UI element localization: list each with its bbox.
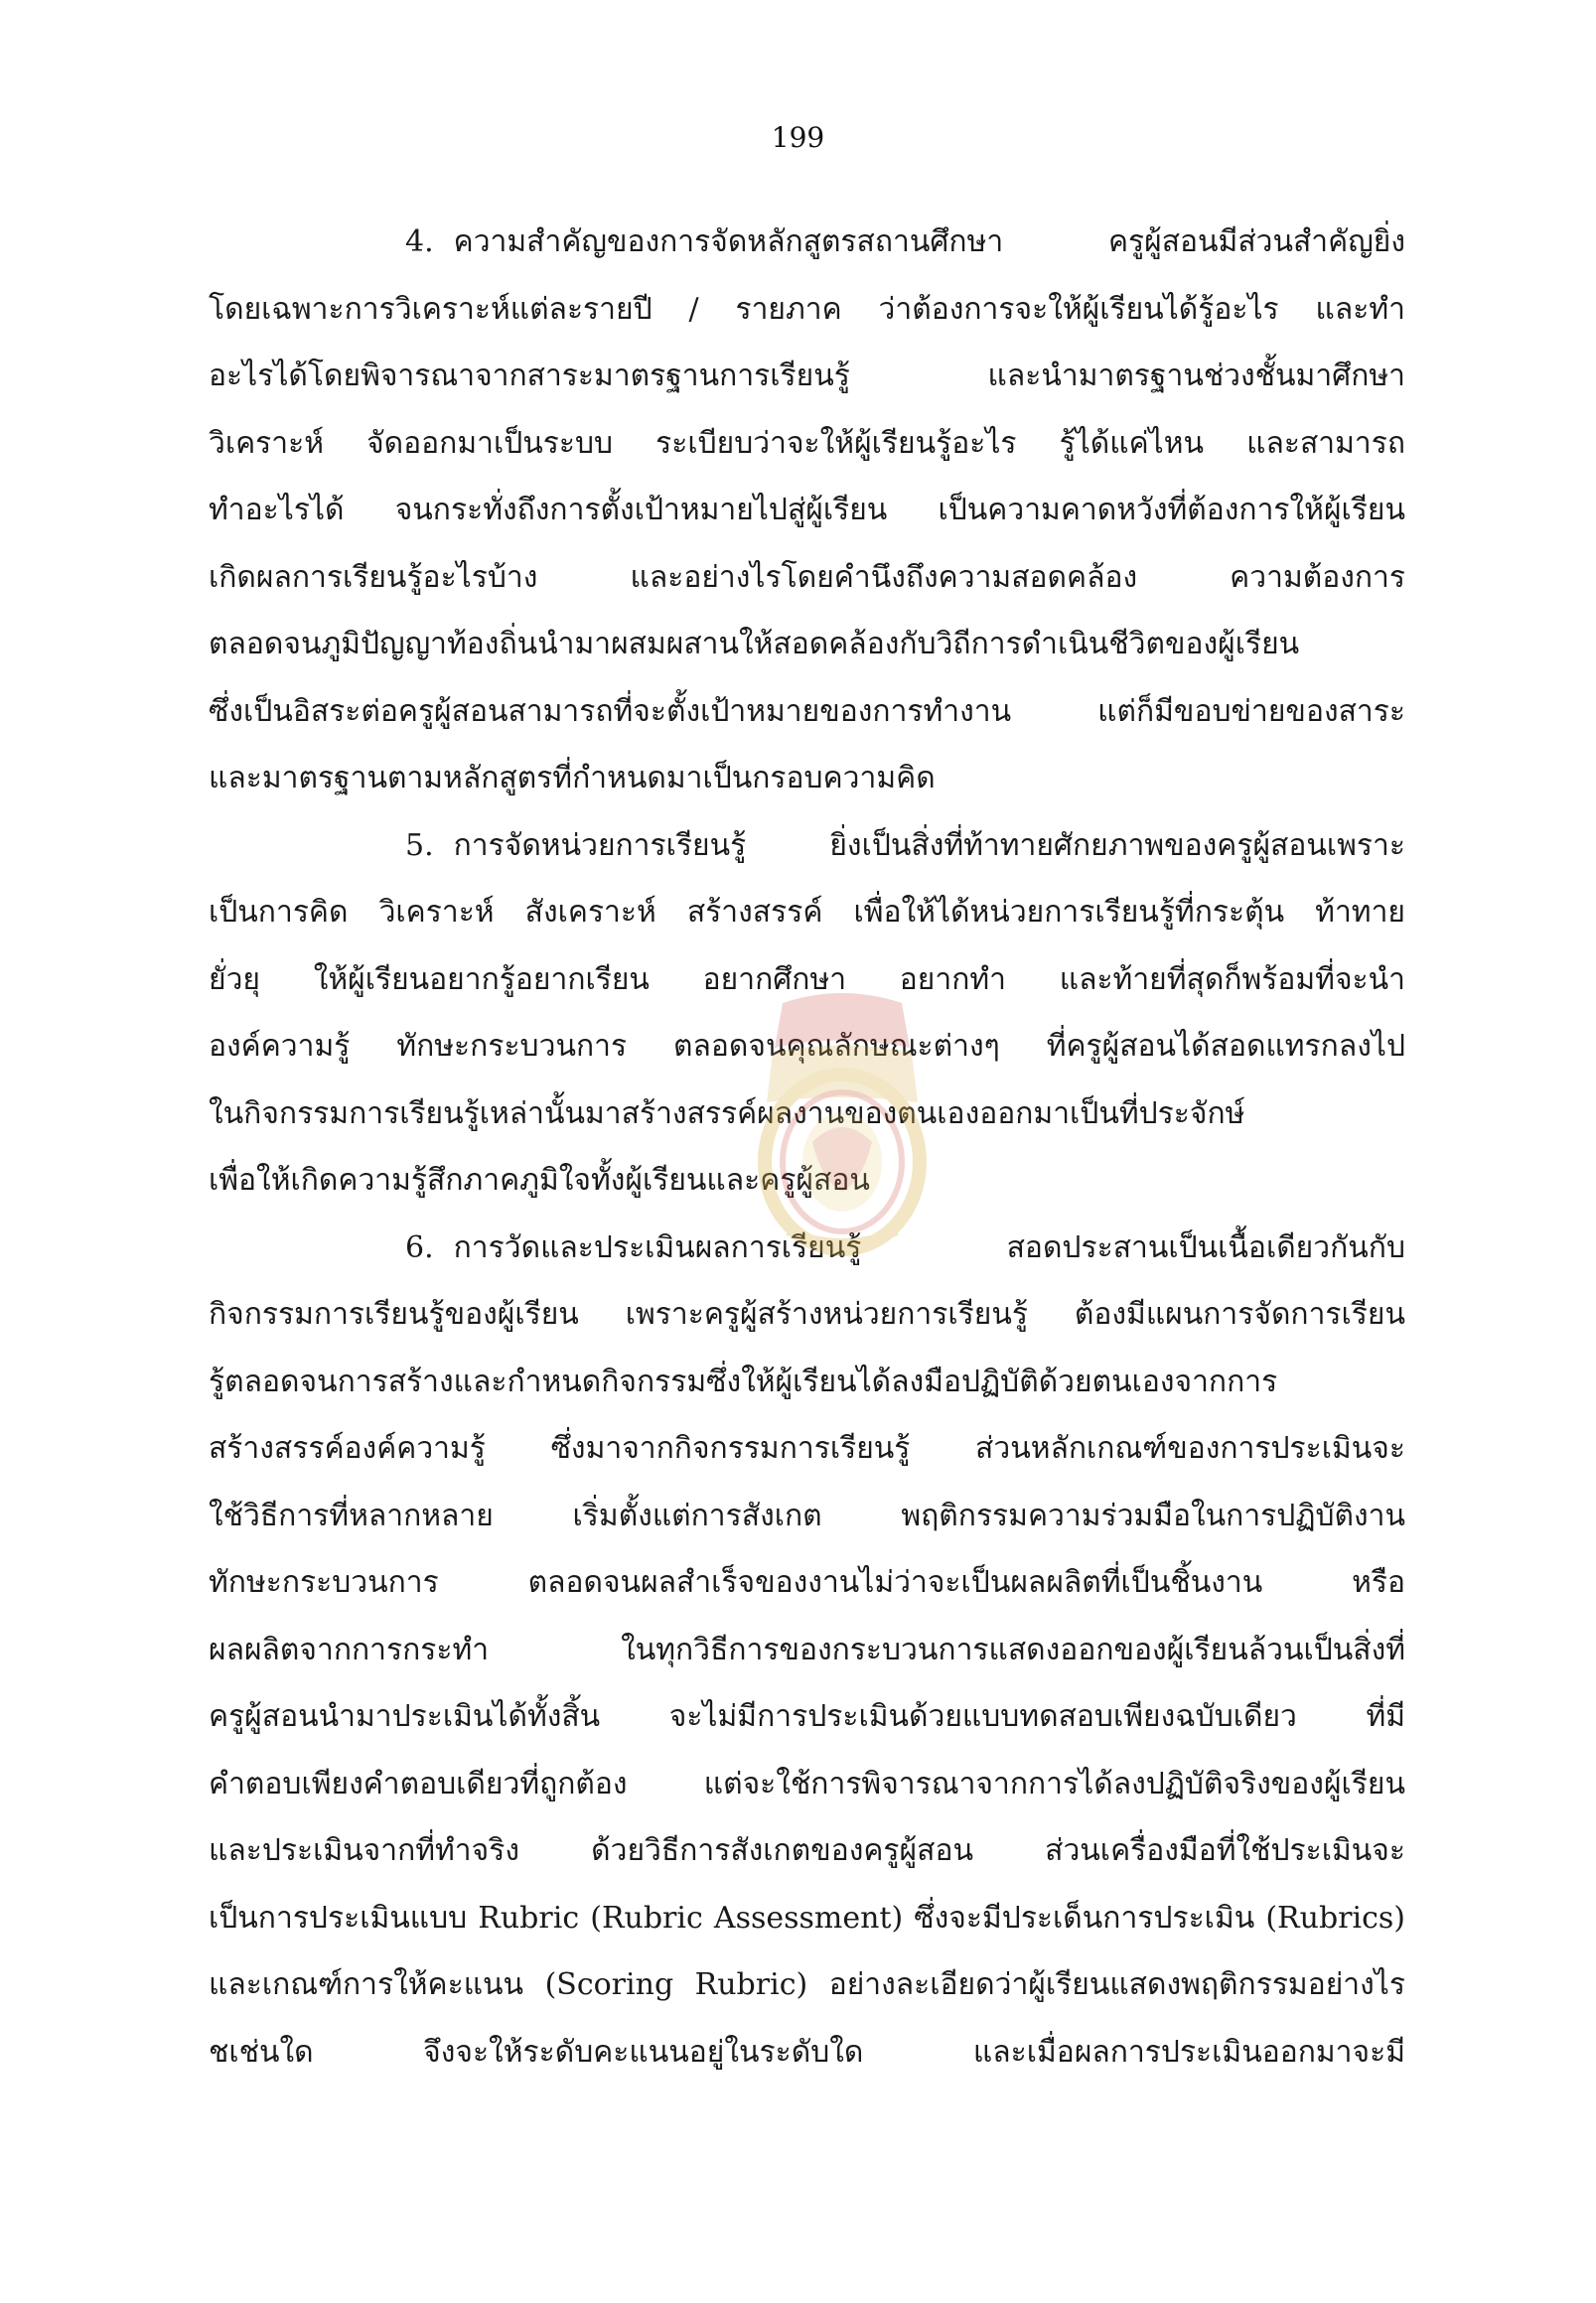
text-line: รู้ตลอดจนการสร้างและกำหนดกิจกรรมซึ่งให้ผู้เรียนได้ลงมือปฏิบัติด้วยตนเองจากการ	[209, 1364, 1278, 1399]
text-line: การจัดหน่วยการเรียนรู้ ยิ่งเป็นสิ่งที่ท้าทายศักยภาพของครูผู้สอนเพราะ	[453, 827, 1405, 863]
text-line: องค์ความรู้ ทักษะกระบวนการ ตลอดจนคุณลักษณะต่างๆ ที่ครูผู้สอนได้สอดแทรกลงไป	[209, 1029, 1405, 1064]
text-line: และเกณฑ์การให้คะแนน (Scoring Rubric) อย่างละเอียดว่าผู้เรียนแสดงพฤติกรรมอย่างไร	[209, 1967, 1405, 2002]
item-number: 4.	[405, 224, 434, 259]
text-line: การวัดและประเมินผลการเรียนรู้ สอดประสานเป็นเนื้อเดียวกันกับ	[453, 1229, 1405, 1265]
text-line: ยั่วยุ ให้ผู้เรียนอยากรู้อยากเรียน อยากศึกษา อยากทำ และท้ายที่สุดก็พร้อมที่จะนำ	[209, 961, 1405, 997]
text-line: และประเมินจากที่ทำจริง ด้วยวิธีการสังเกตของครูผู้สอน ส่วนเครื่องมือที่ใช้ประเมินจะ	[209, 1833, 1405, 1868]
paragraph-4-first-line	[209, 209, 1405, 276]
text-line: เพื่อให้เกิดความรู้สึกภาคภูมิใจทั้งผู้เรียนและครูผู้สอน	[209, 1163, 870, 1198]
text-line: ครูผู้สอนนำมาประเมินได้ทั้งสิ้น จะไม่มีการประเมินด้วยแบบทดสอบเพียงฉบับเดียว ที่มี	[209, 1699, 1405, 1734]
text-line: โดยเฉพาะการวิเคราะห์แต่ละรายปี / รายภาค ว่าต้องการจะให้ผู้เรียนได้รู้อะไร และทำ	[209, 291, 1405, 327]
paragraph-6-first-line	[209, 1215, 1405, 1282]
paragraph-5-first-line	[209, 812, 1405, 880]
text-line: เป็นการประเมินแบบ Rubric (Rubric Assessment) ซึ่งจะมีประเด็นการประเมิน (Rubrics)	[209, 1900, 1405, 1936]
body-text	[209, 209, 1405, 2086]
page-number: 199	[771, 121, 825, 154]
item-number: 6.	[405, 1229, 434, 1265]
text-line: ตลอดจนภูมิปัญญาท้องถิ่นนำมาผสมผสานให้สอดคล้องกับวิถีการดำเนินชีวิตของผู้เรียน	[209, 627, 1300, 661]
text-line: ความสำคัญของการจัดหลักสูตรสถานศึกษา ครูผู้สอนมีส่วนสำคัญยิ่ง	[453, 224, 1405, 259]
text-line: ใช้วิธีการที่หลากหลาย เริ่มตั้งแต่การสังเกต พฤติกรรมความร่วมมือในการปฏิบัติงาน	[209, 1498, 1405, 1533]
text-line: เกิดผลการเรียนรู้อะไรบ้าง และอย่างไรโดยคำนึงถึงความสอดคล้อง ความต้องการ	[209, 559, 1405, 595]
text-line: ในกิจกรรมการเรียนรู้เหล่านั้นมาสร้างสรรค์ผลงานของตนเองออกมาเป็นที่ประจักษ์	[209, 1095, 1245, 1131]
text-line: วิเคราะห์ จัดออกมาเป็นระบบ ระเบียบว่าจะให้ผู้เรียนรู้อะไร รู้ได้แค่ไหน และสามารถ	[209, 425, 1405, 461]
text-line: ทักษะกระบวนการ ตลอดจนผลสำเร็จของงานไม่ว่าจะเป็นผลผลิตที่เป็นชิ้นงาน หรือ	[209, 1565, 1405, 1600]
text-line: ซึ่งเป็นอิสระต่อครูผู้สอนสามารถที่จะตั้งเป้าหมายของการทำงาน แต่ก็มีขอบข่ายของสาระ	[209, 693, 1405, 729]
text-line: ทำอะไรได้ จนกระทั่งถึงการตั้งเป้าหมายไปสู่ผู้เรียน เป็นความคาดหวังที่ต้องการให้ผู้เรียน	[209, 493, 1405, 527]
text-line: ผลผลิตจากการกระทำ ในทุกวิธีการของกระบวนการแสดงออกของผู้เรียนล้วนเป็นสิ่งที่	[209, 1632, 1405, 1667]
text-line: กิจกรรมการเรียนรู้ของผู้เรียน เพราะครูผู้สร้างหน่วยการเรียนรู้ ต้องมีแผนการจัดการเรียน	[209, 1297, 1405, 1332]
text-line: และมาตรฐานตามหลักสูตรที่กำหนดมาเป็นกรอบความคิด	[209, 761, 936, 795]
item-number: 5.	[405, 827, 434, 863]
text-line: ชเช่นใด จึงจะให้ระดับคะแนนอยู่ในระดับใด และเมื่อผลการประเมินออกมาจะมี	[209, 2034, 1405, 2070]
text-line: คำตอบเพียงคำตอบเดียวที่ถูกต้อง แต่จะใช้การพิจารณาจากการได้ลงปฏิบัติจริงของผู้เรียน	[209, 1766, 1405, 1801]
text-line: อะไรได้โดยพิจารณาจากสาระมาตรฐานการเรียนรู้ และนำมาตรฐานช่วงชั้นมาศึกษา	[209, 359, 1405, 393]
text-line: เป็นการคิด วิเคราะห์ สังเคราะห์ สร้างสรรค์ เพื่อให้ได้หน่วยการเรียนรู้ที่กระตุ้น ท้าทาย	[209, 895, 1405, 930]
text-line: สร้างสรรค์องค์ความรู้ ซึ่งมาจากกิจกรรมการเรียนรู้ ส่วนหลักเกณฑ์ของการประเมินจะ	[209, 1431, 1405, 1466]
